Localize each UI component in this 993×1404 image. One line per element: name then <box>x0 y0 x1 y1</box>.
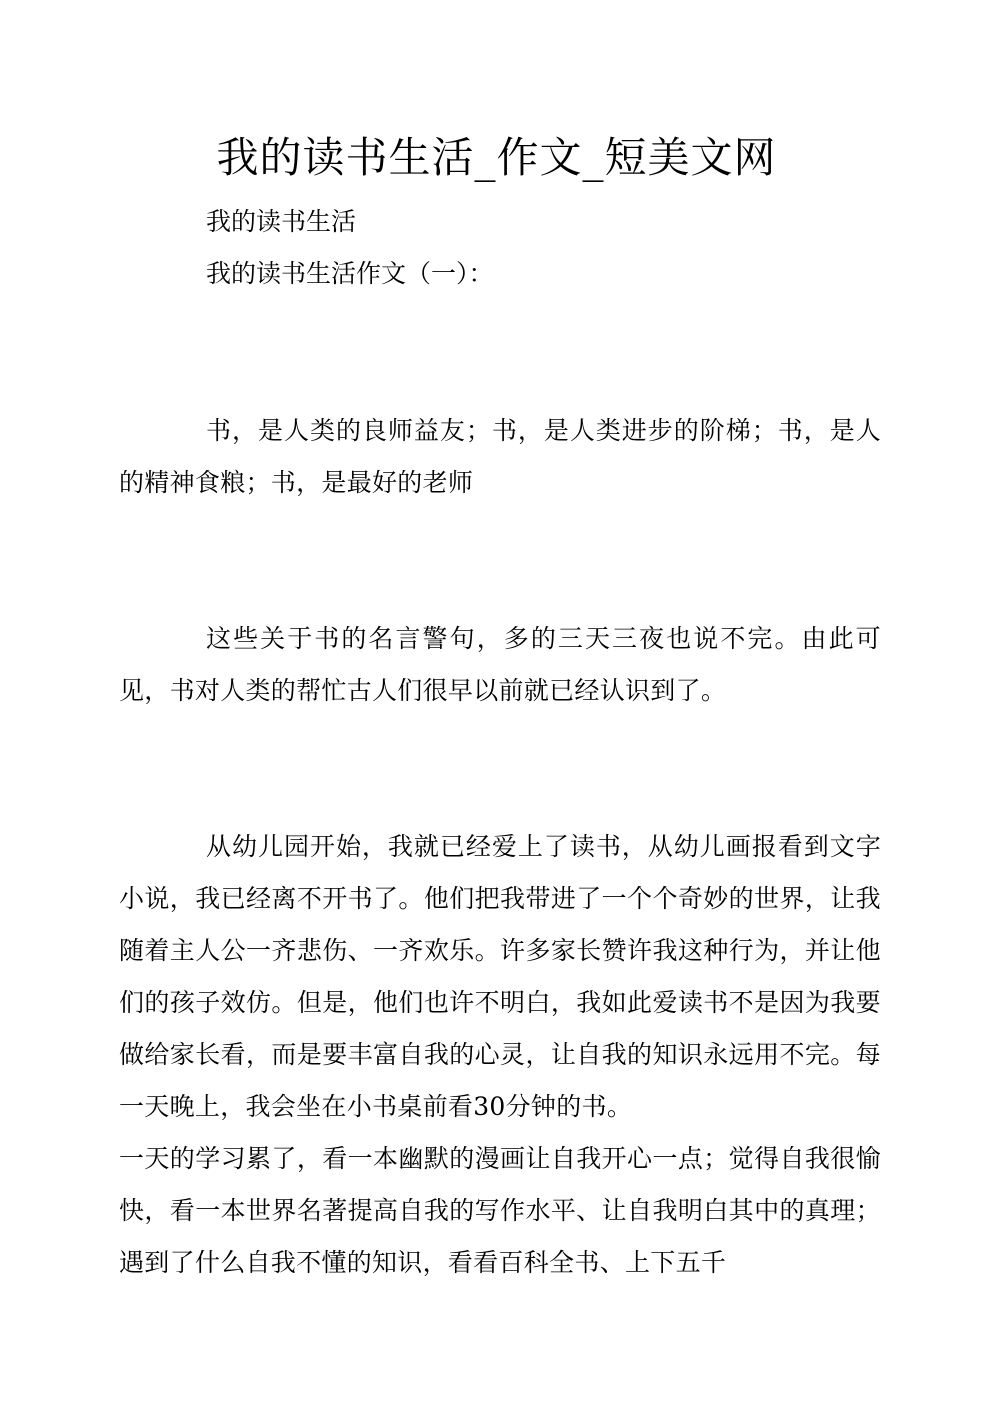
paragraph-1: 书，是人类的良师益友；书，是人类进步的阶梯；书，是人的精神食粮；书，是最好的老师 <box>119 416 881 497</box>
paragraph-2: 这些关于书的名言警句，多的三天三夜也说不完。由此可见，书对人类的帮忙古人们很早以前就已经认识到了。 <box>119 624 881 705</box>
article-heading: 我的读书生活 <box>206 207 357 236</box>
document-title: 我的读书生活_作文_短美文网 <box>216 133 777 182</box>
article-subheading: 我的读书生活作文（一）： <box>206 259 494 288</box>
paragraph-4: 一天的学习累了，看一本幽默的漫画让自我开心一点；觉得自我很愉快，看一本世界名著提高自我的写作水平、让自我明白其中的真理；遇到了什么自我不懂的知识，看看百科全书、上下五千 <box>119 1144 881 1277</box>
paragraph-3: 从幼儿园开始，我就已经爱上了读书，从幼儿画报看到文字小说，我已经离不开书了。他们把我带进了一个个奇妙的世界，让我随着主人公一齐悲伤、一齐欢乐。许多家长赞许我这种行为，并让他们的孩子效仿。但是，他们也许不明白，我如此爱读书不是因为我要做给家长看，而是要丰富自我的心灵，让自我的知识永远用不完。每一天晚上，我会坐在小书桌前看30分钟的书。 <box>119 832 881 1121</box>
